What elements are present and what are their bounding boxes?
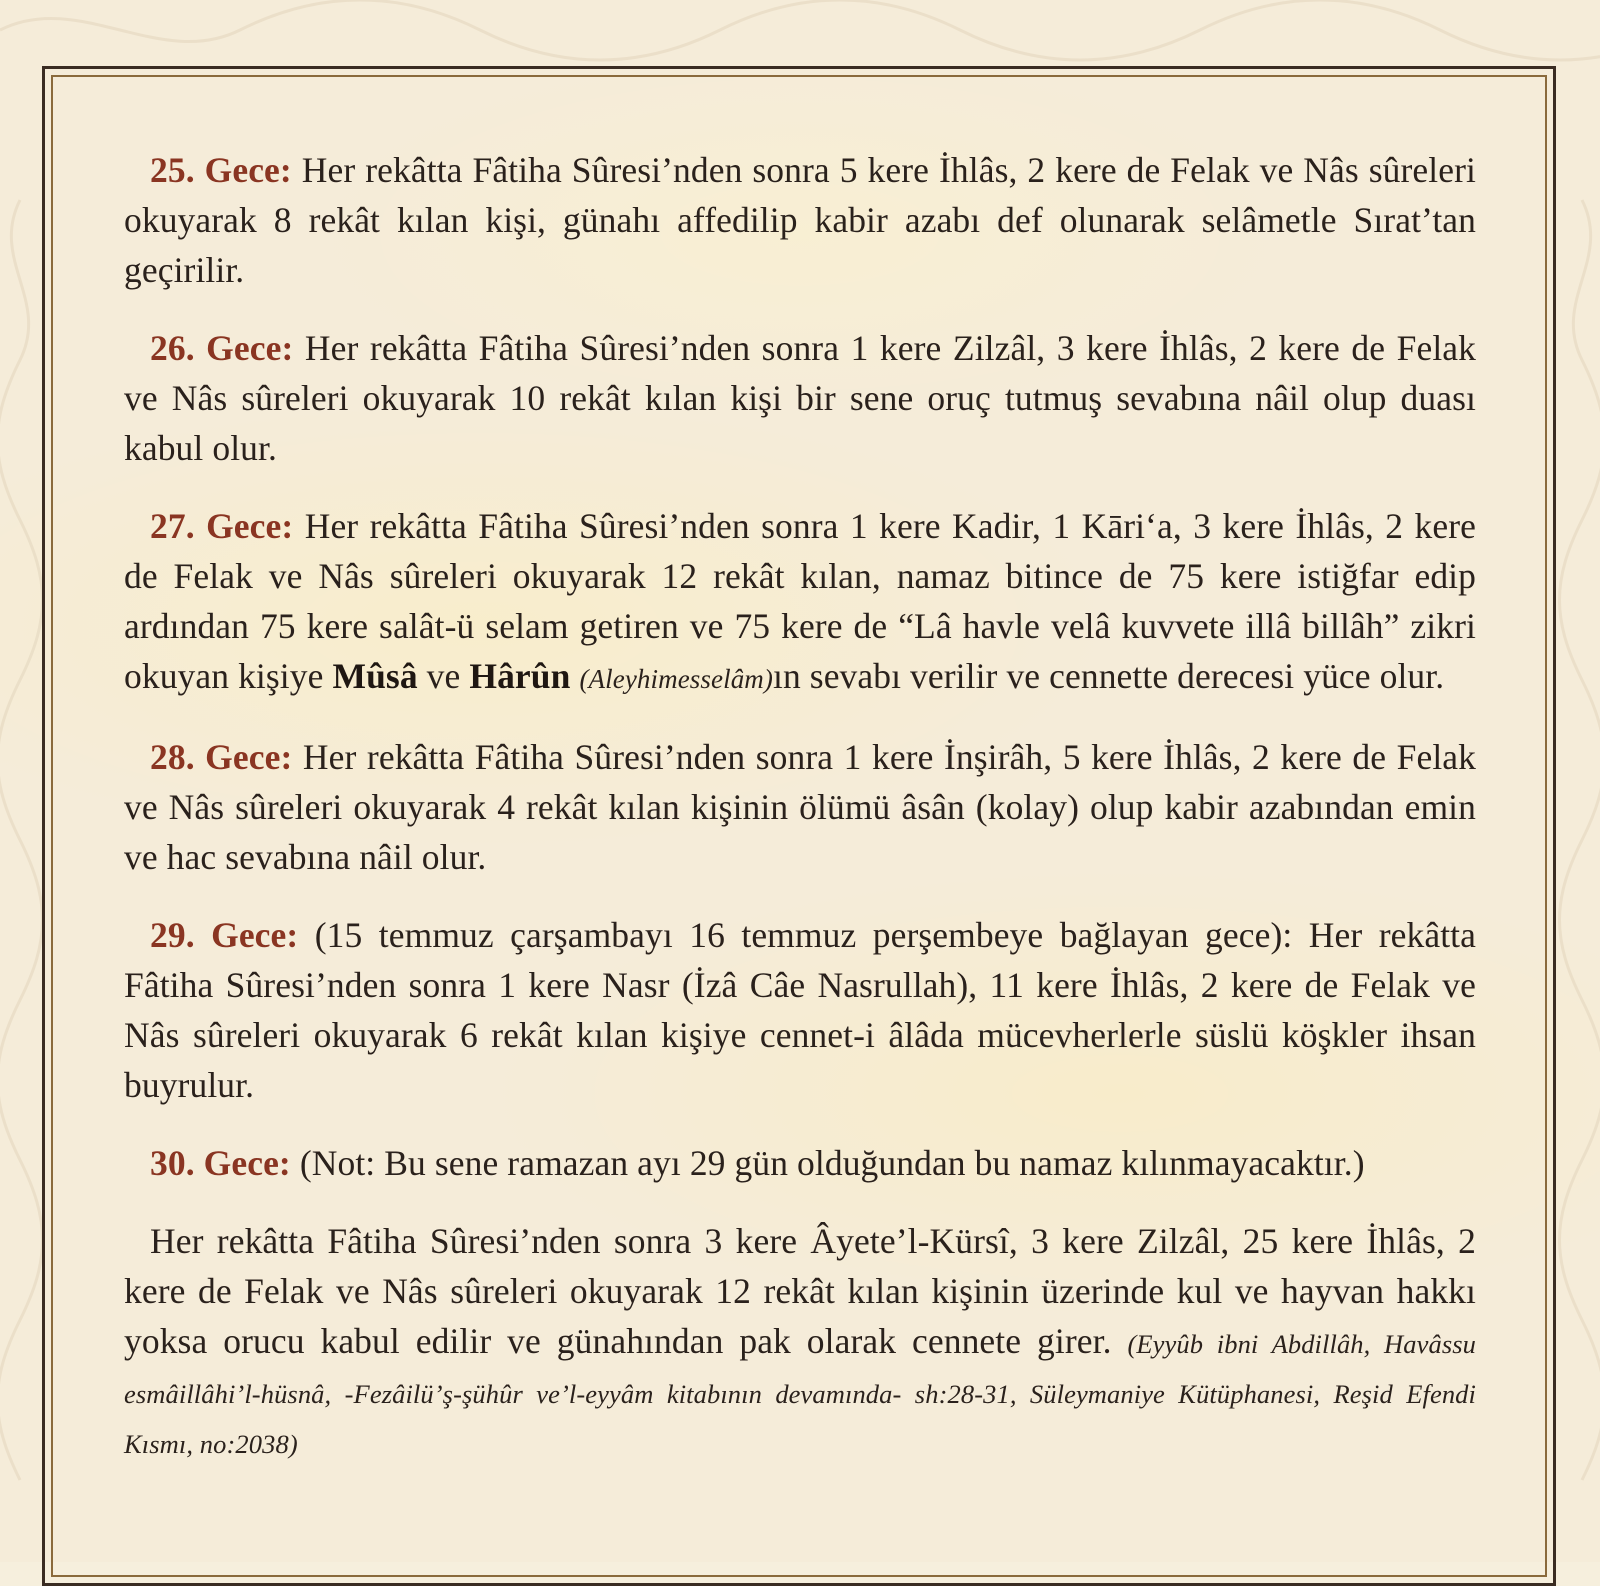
night-label: 27. Gece: — [150, 506, 294, 546]
night-label: 30. Gece: — [150, 1143, 291, 1183]
honorific: (Aleyhimesselâm) — [579, 664, 773, 694]
paragraph-night-25 — [124, 145, 1476, 295]
document-body — [124, 145, 1476, 1494]
paragraph-text: Her rekâtta Fâtiha Sûresi’nden sonra 1 kere Zilzâl, 3 kere İhlâs, 2 kere de Felak ve Nâs sûreleri okuyarak 10 rekât kılan kişi bir sene oruç tutmuş sevabına nâil olup duası kabul olur. — [124, 328, 1476, 468]
citation: (Eyyûb ibni Abdillâh, Havâssu esmâillâhi’l-hüsnâ, -Fezâilü’ş-şühûr ve’l-eyyâm kitabının devamında- sh:28-31, Süleymaniye Kütüphanesi, Reşid Efendi Kısmı, no:2038) — [124, 1329, 1477, 1459]
paragraph-text: ve — [417, 656, 470, 696]
paragraph-night-29 — [124, 910, 1476, 1110]
paragraph-text: Her rekâtta Fâtiha Sûresi’nden sonra 1 kere Kadir, 1 Kāri‘a, 3 kere İhlâs, 2 kere de Felak ve Nâs sûreleri okuyarak 12 rekât kılan, namaz bitince de 75 kere istiğfar edip ardından 75 kere salât-ü selam getiren ve 75 kere de “Lâ havle velâ kuvvete illâ billâh” zikri okuyan kişiye — [124, 506, 1477, 696]
paragraph-text: Her rekâtta Fâtiha Sûresi’nden sonra 5 kere İhlâs, 2 kere de Felak ve Nâs sûreleri okuyarak 8 rekât kılan kişi, günahı affedilip kabir azabı def olunarak selâmetle Sırat’tan geçirilir. — [124, 150, 1476, 290]
paragraph-text: Her rekâtta Fâtiha Sûresi’nden sonra 1 kere İnşirâh, 5 kere İhlâs, 2 kere de Felak ve Nâs sûreleri okuyarak 4 rekât kılan kişinin ölümü âsân (kolay) olup kabir azabından emin ve hac sevabına nâil olur. — [124, 737, 1476, 877]
paragraph-text: Her rekâtta Fâtiha Sûresi’nden sonra 3 kere Âyete’l-Kürsî, 3 kere Zilzâl, 25 kere İhlâs, 2 kere de Felak ve Nâs sûreleri okuyarak 12 rekât kılan kişinin üzerinde kul ve hayvan hakkı yoksa orucu kabul edilir ve günahından pak olarak cennete girer. — [124, 1221, 1476, 1361]
night-label: 26. Gece: — [150, 328, 294, 368]
paragraph-night-28 — [124, 732, 1476, 882]
prophet-name-harun: Hârûn — [469, 656, 571, 696]
paragraph-night-27 — [124, 501, 1476, 704]
prophet-name-musa: Mûsâ — [332, 656, 418, 696]
paragraph-night-30 — [124, 1138, 1476, 1188]
paragraph-text: (15 temmuz çarşambayı 16 temmuz perşembeye bağlayan gece): Her rekâtta Fâtiha Sûresi’nden sonra 1 kere Nasr (İzâ Câe Nasrullah), 11 kere İhlâs, 2 kere de Felak ve Nâs sûreleri okuyarak 6 rekât kılan kişiye cennet-i âlâda mücevherlerle süslü köşkler ihsan buyrulur. — [124, 915, 1476, 1105]
night-label: 28. Gece: — [150, 737, 293, 777]
paragraph-night-26 — [124, 323, 1476, 473]
paragraph-final — [124, 1216, 1476, 1466]
night-label: 29. Gece: — [150, 915, 299, 955]
paragraph-text: (Not: Bu sene ramazan ayı 29 gün olduğundan bu namaz kılınmayacaktır.) — [290, 1143, 1365, 1183]
night-label: 25. Gece: — [150, 150, 292, 190]
paragraph-text: ın sevabı verilir ve cennette derecesi yüce olur. — [772, 656, 1445, 696]
